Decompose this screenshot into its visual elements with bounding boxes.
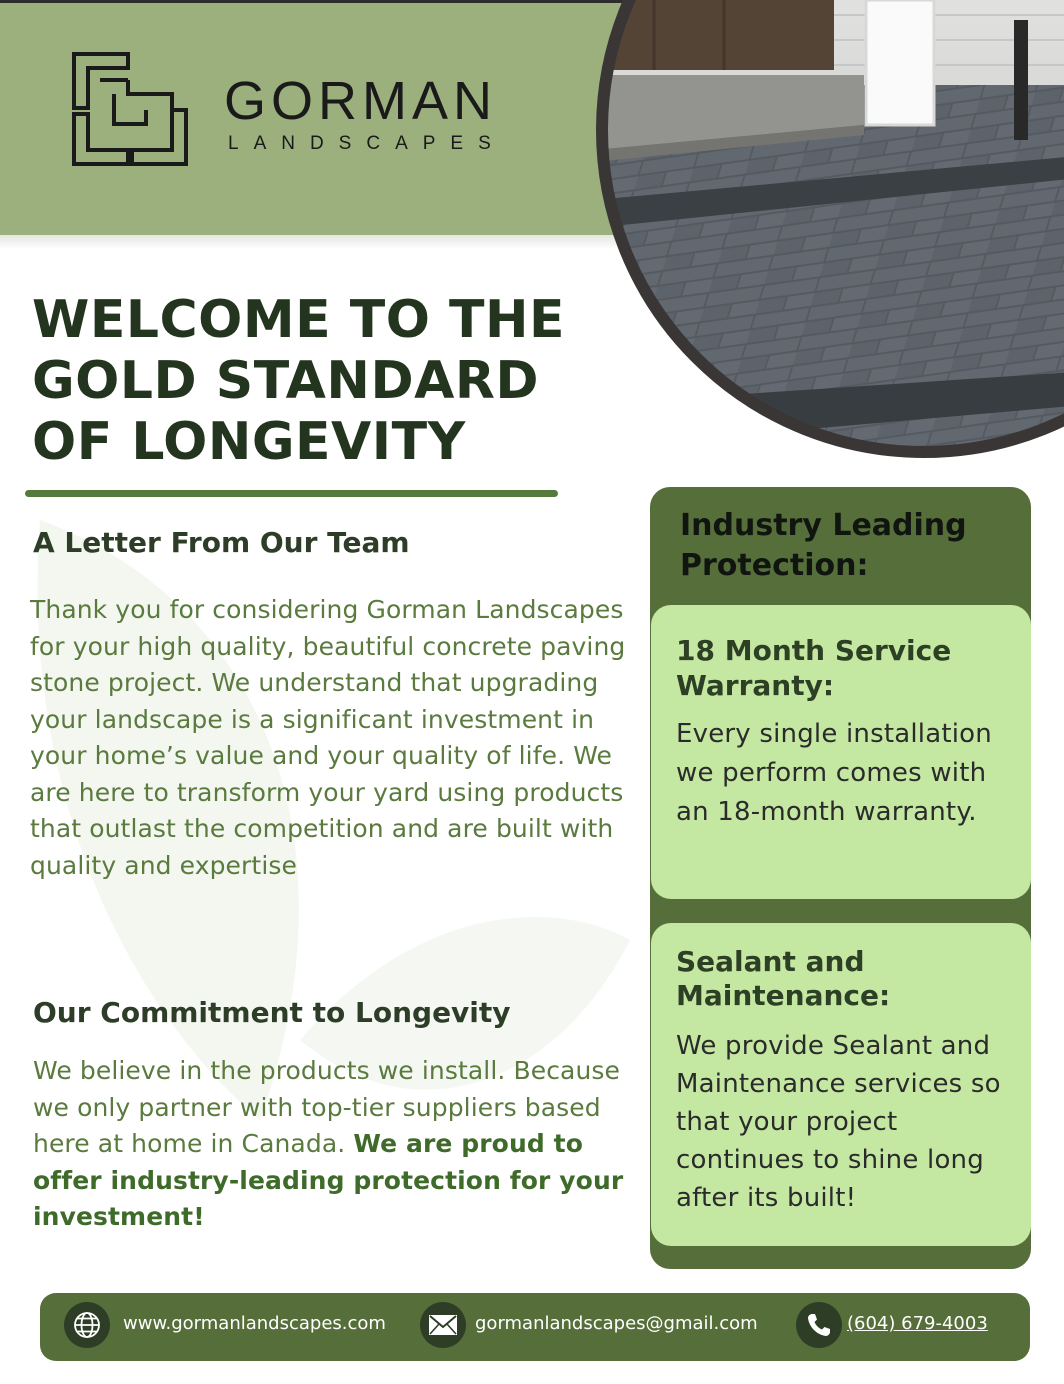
letter-body: Thank you for considering Gorman Landscapes for your high quality, beautiful concrete paving stone project. We understand that upgrading your landscape is a significant investment in your home’s value and your quality of life. We are here to transform your yard using products that outlast the competition and are built with quality and expertise [30, 595, 626, 880]
letter-heading: A Letter From Our Team [33, 526, 410, 559]
commitment-body [33, 1053, 633, 1236]
commitment-text: We believe in the products we install. Because we only partner with top-tier suppliers based here at home in Canada. [33, 1056, 621, 1158]
phone-link[interactable]: (604) 679-4003 [847, 1313, 988, 1334]
header-shadow [0, 235, 640, 249]
title-divider [25, 490, 558, 497]
warranty-text: Every single installation we perform comes with an 18-month warranty. [676, 719, 992, 827]
sealant-text: We provide Sealant and Maintenance services so that your project continues to shine long after its built! [676, 1031, 1001, 1213]
warranty-title: 18 Month Service Warranty: [676, 634, 952, 702]
page-title [32, 290, 632, 473]
title-line-3: OF LONGEVITY [32, 412, 466, 472]
commitment-emphasis: We are proud to offer industry-leading protection for your investment! [33, 1129, 624, 1231]
commitment-heading: Our Commitment to Longevity [33, 996, 511, 1029]
title-line-2: GOLD STANDARD [32, 351, 540, 411]
warranty-card [651, 605, 1031, 899]
brand-name: GORMAN [224, 71, 497, 131]
mail-icon [420, 1302, 466, 1348]
globe-icon [64, 1302, 110, 1348]
brand-tagline: LANDSCAPES [228, 133, 506, 154]
website-link[interactable]: www.gormanlandscapes.com [123, 1313, 386, 1334]
sealant-title: Sealant and Maintenance: [676, 945, 891, 1012]
protection-title: Industry Leading Protection: [680, 508, 967, 583]
sealant-card [651, 923, 1031, 1246]
gorman-logo-mark [70, 50, 190, 168]
title-line-1: WELCOME TO THE [32, 290, 566, 350]
hero-paving-photo [594, 0, 1064, 460]
phone-icon [796, 1302, 842, 1348]
email-link[interactable]: gormanlandscapes@gmail.com [475, 1313, 758, 1334]
